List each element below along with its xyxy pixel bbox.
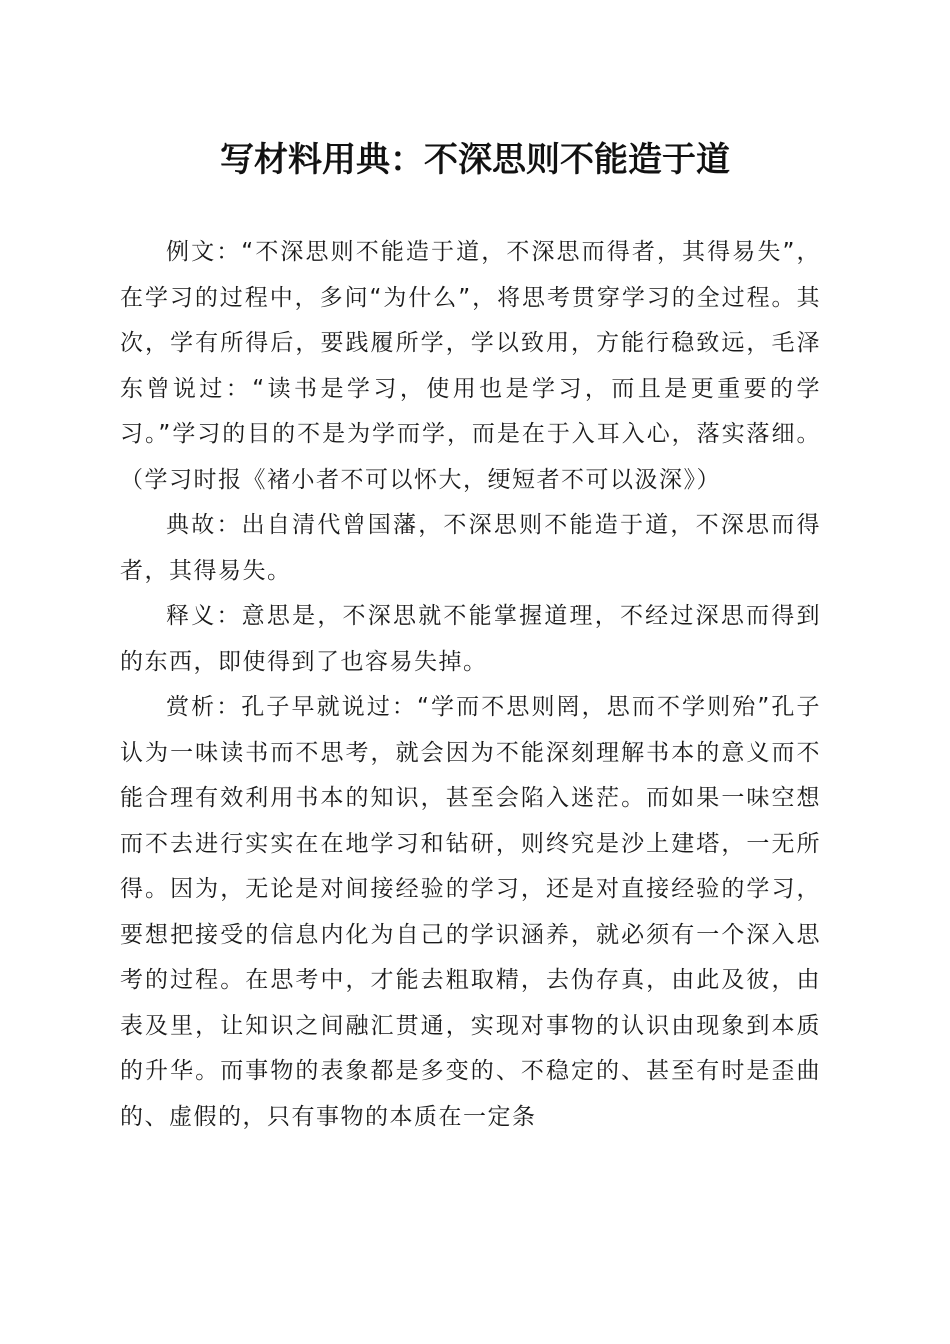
paragraph-allusion: 典故：出自清代曾国藩，不深思则不能造于道，不深思而得者，其得易失。 [120, 512, 821, 584]
document-title: 写材料用典：不深思则不能造于道 [220, 140, 730, 180]
paragraph-appreciation: 赏析：孔子早就说过：“学而不思则罔，思而不学则殆”孔子认为一味读书而不思考，就会因为不能深刻理解书本的意义而不能合理有效利用书本的知识，甚至会陷入迷茫。而如果一味空想而不去进行实实在在地学习和钻研，则终究是沙上建塔，一无所得。因为，无论是对间接经验的学习，还是对直接经验的学习，要想把接受的信息内化为自己的学识涵养，就必须有一个深入思考的过程。在思考中，才能去粗取精，去伪存真，由此及彼，由表及里，让知识之间融汇贯通，实现对事物的认识由现象到本质的升华。而事物的表象都是多变的、不稳定的、甚至有时是歪曲的、虚假的，只有事物的本质在一定条 [120, 694, 821, 1130]
paragraph-example: 例文：“不深思则不能造于道，不深思而得者，其得易失”，在学习的过程中，多问“为什么”，将思考贯穿学习的全过程。其次，学有所得后，要践履所学，学以致用，方能行稳致远，毛泽东曾说过：“读书是学习，使用也是学习，而且是更重要的学习。”学习的目的不是为学而学，而是在于入耳入心，落实落细。（学习时报《褚小者不可以怀大，绠短者不可以汲深》） [120, 239, 821, 493]
document-body [120, 230, 821, 1140]
paragraph-meaning: 释义：意思是，不深思就不能掌握道理，不经过深思而得到的东西，即使得到了也容易失掉。 [120, 603, 821, 675]
